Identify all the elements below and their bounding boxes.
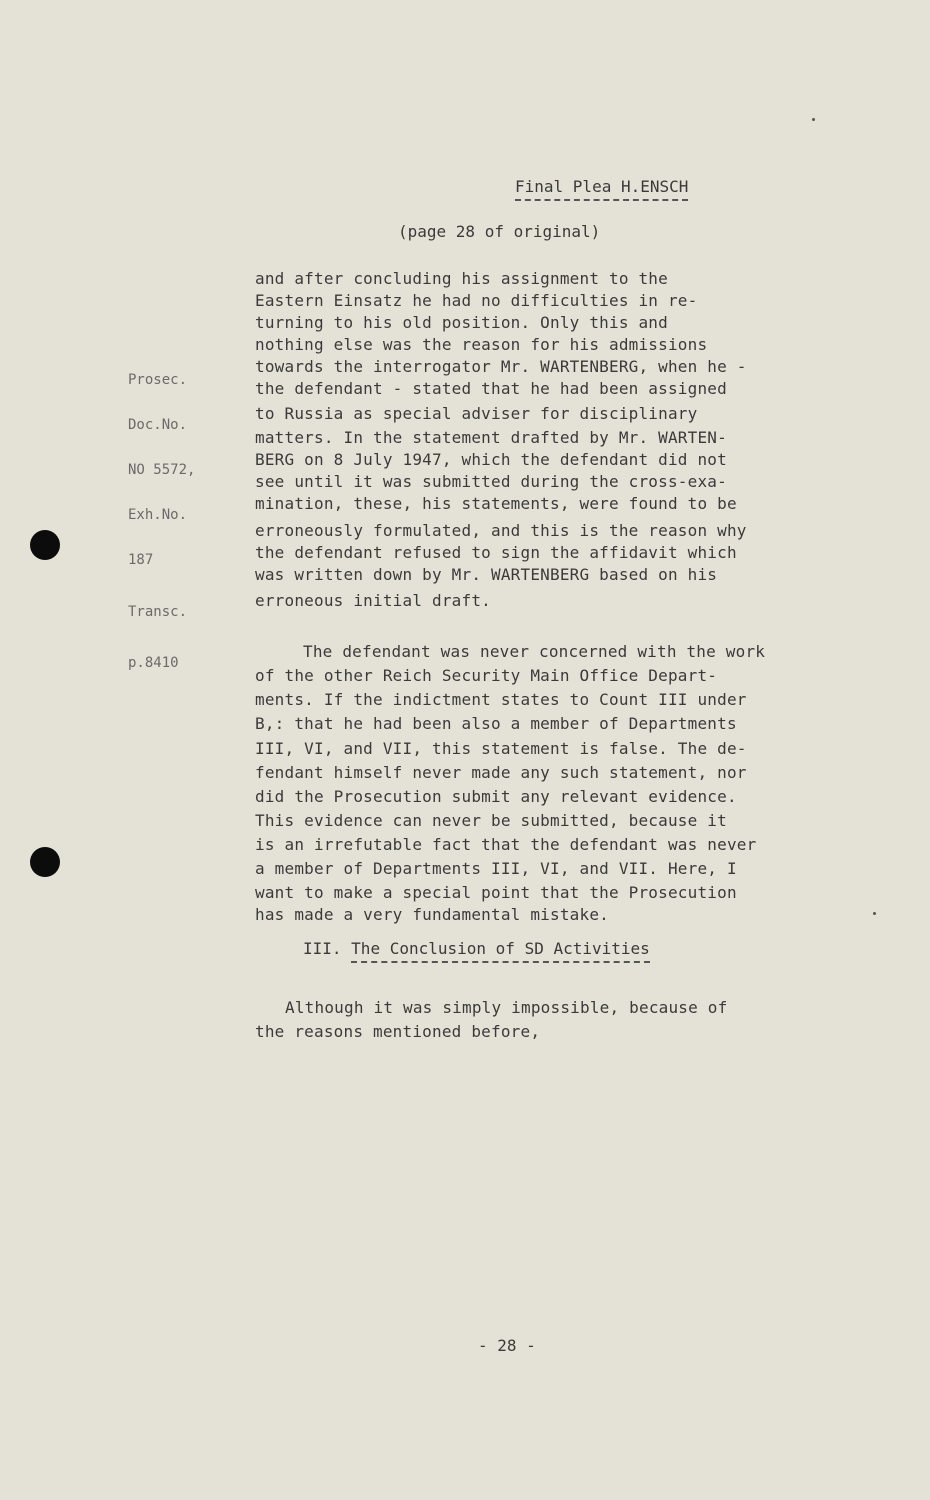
body-line: the defendant - stated that he had been assigned xyxy=(255,379,727,398)
margin-line: NO 5572, xyxy=(128,462,196,478)
body-line: turning to his old position. Only this and xyxy=(255,313,668,332)
document-subtitle: (page 28 of original) xyxy=(398,222,601,241)
body-line: the reasons mentioned before, xyxy=(255,1022,541,1041)
body-line: did the Prosecution submit any relevant evidence. xyxy=(255,787,737,806)
body-line: matters. In the statement drafted by Mr. WARTEN- xyxy=(255,428,727,447)
speck-mark xyxy=(873,912,876,915)
body-line: BERG on 8 July 1947, which the defendant did not xyxy=(255,450,727,469)
margin-line: Prosec. xyxy=(128,372,188,388)
body-line: fendant himself never made any such statement, nor xyxy=(255,763,747,782)
body-line: Eastern Einsatz he had no difficulties in re- xyxy=(255,291,698,310)
margin-line: 187 xyxy=(128,552,154,568)
body-line: The defendant was never concerned with the work xyxy=(303,642,766,661)
body-line: erroneous initial draft. xyxy=(255,591,491,610)
transcript-reference xyxy=(128,570,187,706)
body-line: Although it was simply impossible, because of xyxy=(285,998,728,1017)
body-line: a member of Departments III, VI, and VII. Here, I xyxy=(255,859,737,878)
body-line: is an irrefutable fact that the defendant was never xyxy=(255,835,757,854)
margin-line: Transc. xyxy=(128,604,188,620)
body-line: has made a very fundamental mistake. xyxy=(255,905,609,924)
body-line: B,: that he had been also a member of Departments xyxy=(255,714,737,733)
body-line: see until it was submitted during the cross-exa- xyxy=(255,472,727,491)
body-line: the defendant refused to sign the affidavit which xyxy=(255,543,737,562)
speck-mark xyxy=(812,118,815,121)
body-line: nothing else was the reason for his admissions xyxy=(255,335,708,354)
body-line: want to make a special point that the Prosecution xyxy=(255,883,737,902)
body-line: ments. If the indictment states to Count III under xyxy=(255,690,747,709)
page-number: - 28 - xyxy=(478,1336,536,1355)
body-line: to Russia as special adviser for disciplinary xyxy=(255,404,698,423)
section-title: The Conclusion of SD Activities xyxy=(351,939,650,963)
margin-line: Doc.No. xyxy=(128,417,188,433)
body-line: III, VI, and VII, this statement is false. The de- xyxy=(255,739,747,758)
body-line: of the other Reich Security Main Office Depart- xyxy=(255,666,718,685)
exhibit-reference xyxy=(128,343,195,598)
margin-line: Exh.No. xyxy=(128,507,188,523)
document-title: Final Plea H.ENSCH xyxy=(515,177,688,201)
margin-line: p.8410 xyxy=(128,655,179,671)
body-line: This evidence can never be submitted, because it xyxy=(255,811,727,830)
section-heading xyxy=(303,939,650,958)
body-line: erroneously formulated, and this is the reason why xyxy=(255,521,747,540)
section-numeral: III. xyxy=(303,939,352,958)
body-line: was written down by Mr. WARTENBERG based on his xyxy=(255,565,718,584)
punch-hole-bottom xyxy=(30,847,60,877)
body-line: towards the interrogator Mr. WARTENBERG, when he - xyxy=(255,357,747,376)
body-line: mination, these, his statements, were found to be xyxy=(255,494,737,513)
body-line: and after concluding his assignment to the xyxy=(255,269,668,288)
punch-hole-top xyxy=(30,530,60,560)
